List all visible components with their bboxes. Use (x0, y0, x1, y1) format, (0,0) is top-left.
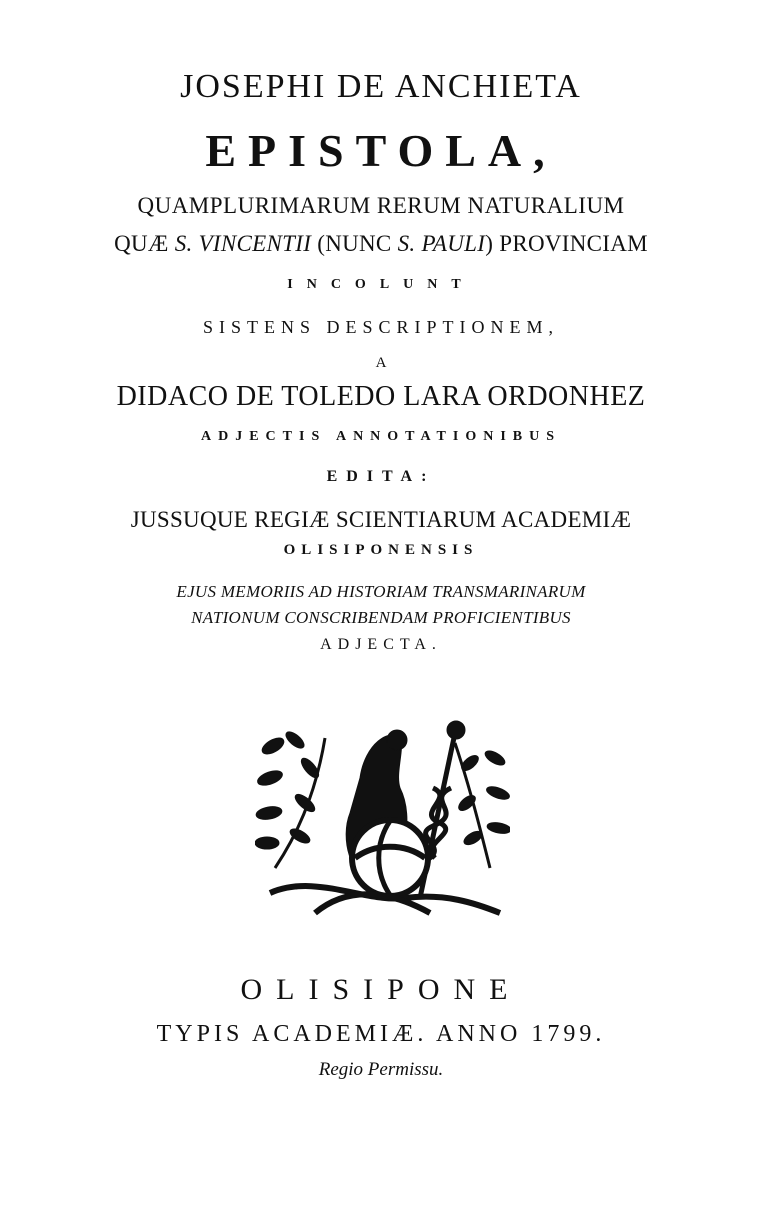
subtitle-line-12: OLISIPONENSIS (283, 542, 479, 558)
printers-device-emblem-icon (255, 718, 510, 918)
imprint-permission: Regio Permissu. (318, 1059, 444, 1080)
line4-part1: QUÆ (114, 231, 175, 256)
subtitle-line-11: JUSSUQUE REGIÆ SCIENTIARUM ACADEMIÆ (130, 507, 632, 532)
subtitle-line-13: EJUS MEMORIIS AD HISTORIAM TRANSMARINARUM (176, 582, 586, 601)
line4-part2: (NUNC (311, 231, 398, 256)
subtitle-line-4 (0, 232, 762, 255)
line4-italic1: S. VINCENTII (174, 231, 312, 256)
imprint-printer-line: TYPIS ACADEMIÆ. ANNO 1799. (156, 1021, 606, 1047)
subtitle-line-15: ADJECTA. (320, 636, 442, 653)
subtitle-line-9: ADJECTIS ANNOTATIONIBUS (200, 429, 562, 444)
author-line: JOSEPHI DE ANCHIETA (180, 68, 582, 105)
subtitle-line-6: SISTENS DESCRIPTIONEM, (202, 317, 560, 337)
title-word: EPISTOLA, (205, 125, 557, 176)
editor-line: DIDACO DE TOLEDO LARA ORDONHEZ (116, 381, 646, 412)
subtitle-line-7: A (375, 355, 387, 371)
line4-part3: ) PROVINCIAM (485, 231, 648, 256)
imprint-city: OLISIPONE (240, 973, 522, 1006)
subtitle-line-3: QUAMPLURIMARUM RERUM NATURALIUM (137, 193, 625, 218)
line4-italic2: S. PAULI (397, 231, 486, 256)
subtitle-line-5: INCOLUNT (287, 277, 475, 292)
subtitle-line-10: EDITA: (326, 468, 436, 485)
subtitle-line-14: NATIONUM CONSCRIBENDAM PROFICIENTIBUS (191, 608, 571, 627)
